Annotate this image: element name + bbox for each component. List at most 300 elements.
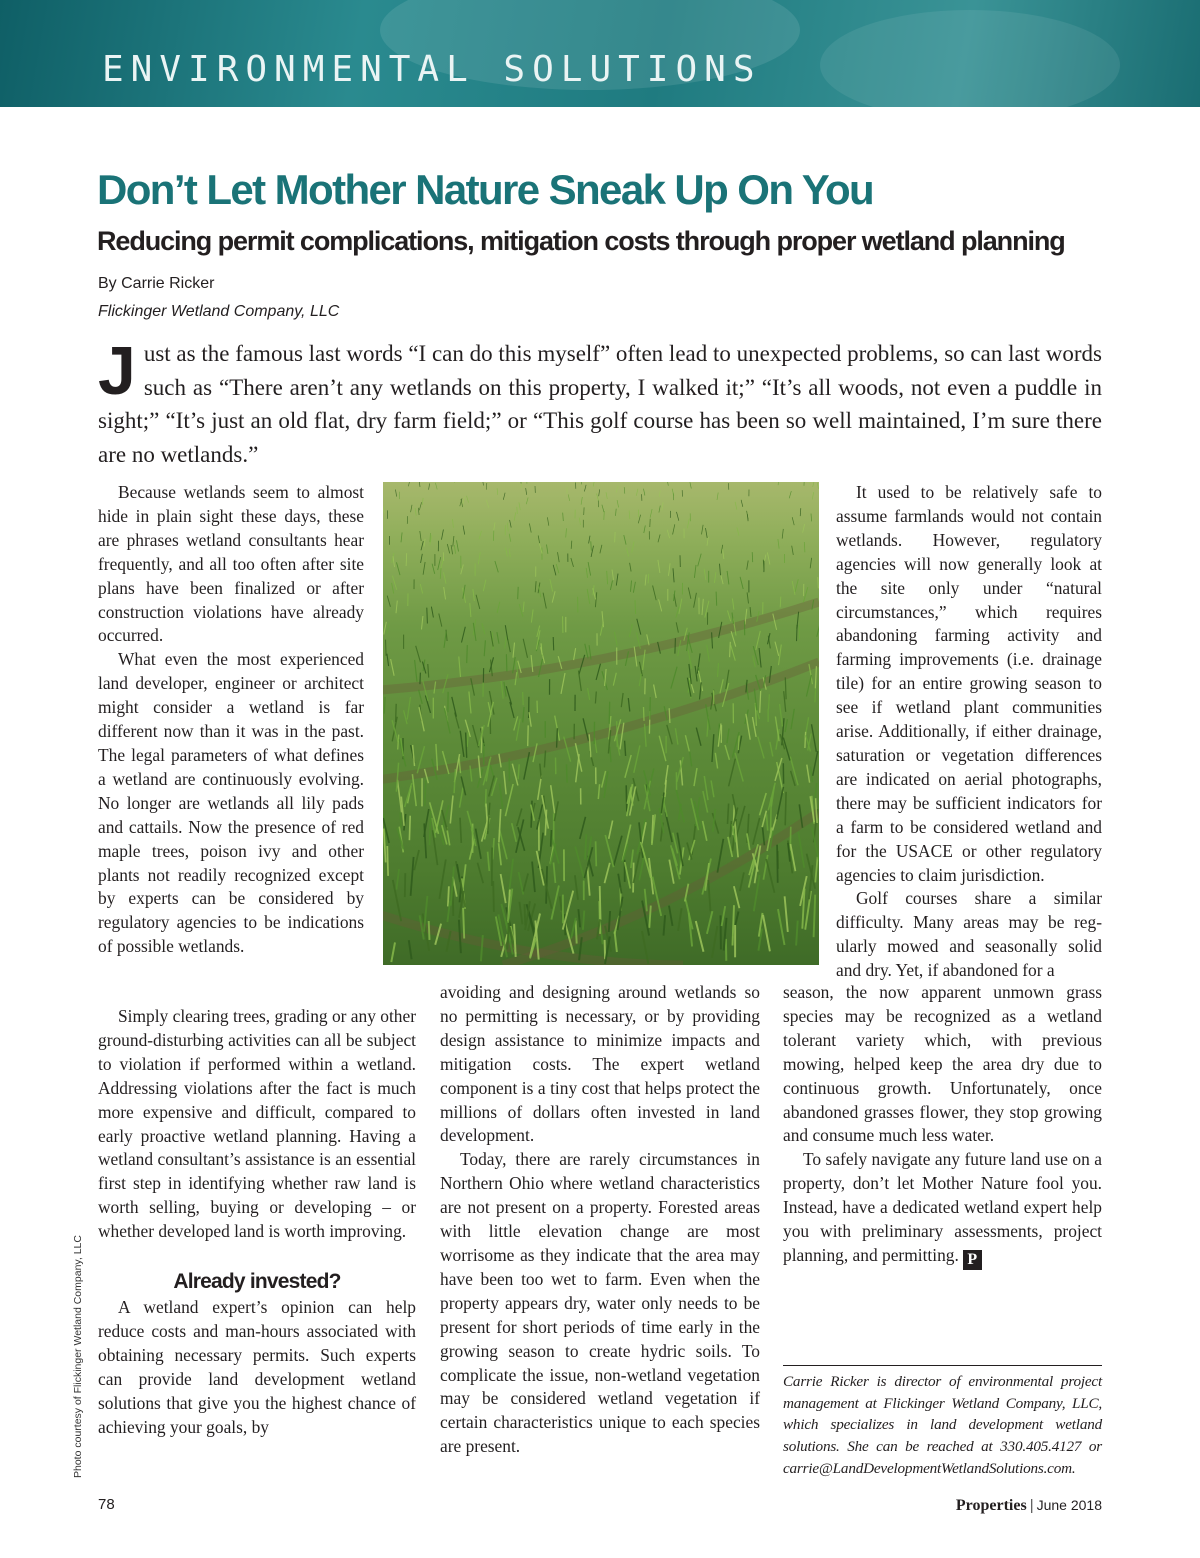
grass-blade [770,742,773,757]
grass-blade [712,734,714,762]
grass-blade [587,589,590,604]
grass-blade [797,625,798,641]
byline: By Carrie Ricker [98,275,215,292]
grass-blade [404,710,408,724]
grass-blade [679,599,682,614]
grass-blade [616,509,617,516]
grass-blade [547,517,548,525]
grass-blade [506,548,508,557]
grass-blade [614,632,617,646]
grass-blade [447,544,449,553]
grass-blade [817,483,818,489]
grass-blade [517,507,518,514]
grass-blade [813,751,818,776]
grass-blade [460,818,461,843]
grass-blade [423,562,425,575]
grass-blade [762,811,766,828]
grass-blade [512,764,518,786]
grass-blade [398,735,399,750]
grass-blade [633,863,634,893]
grass-blade [486,500,488,508]
grass-blade [659,736,666,762]
grass-blade [654,685,657,699]
grass-blade [707,537,708,546]
grass-blade [531,609,533,622]
grass-blade [557,728,558,747]
grass-blade [409,816,410,841]
grass-blade [734,886,740,908]
grass-blade [737,527,739,535]
grass-blade [483,482,484,486]
grass-blade [483,580,486,592]
grass-blade [723,549,724,559]
grass-blade [425,696,430,713]
grass-blade [551,830,552,847]
grass-blade [672,489,674,496]
grass-blade [792,546,794,555]
grass-blade [814,895,816,938]
grass-blade [405,873,406,897]
grass-blade [609,702,610,724]
grass-blade [642,931,648,964]
grass-blade [675,728,678,744]
grass-blade [702,525,704,535]
grass-blade [644,489,645,496]
grass-blade [810,482,811,485]
grass-blade [729,759,736,787]
grass-blade [476,595,480,609]
grass-blade [499,843,502,865]
grass-blade [605,863,610,883]
grass-blade [551,785,555,813]
grass-blade [396,490,397,497]
grass-blade [558,552,560,562]
grass-blade [624,535,626,545]
grass-blade [457,540,459,551]
grass-blade [460,788,464,808]
grass-blade [553,637,554,650]
grass-blade [695,666,697,682]
grass-blade [780,597,781,608]
grass-blade [419,690,423,704]
grass-field-photo [383,482,819,965]
grass-blade [777,845,778,883]
grass-blade [494,522,495,530]
grass-blade [424,809,429,837]
grass-blade [805,732,806,748]
grass-blade [706,528,708,538]
grass-blade [420,673,421,685]
grass-blade [718,663,719,677]
grass-blade [669,860,674,884]
grass-blade [583,911,584,930]
grass-blade [700,682,702,699]
grass-blade [795,579,798,591]
grass-blade [463,908,464,939]
grass-blade [775,642,779,656]
grass-blade [667,482,668,486]
grass-blade [547,545,548,554]
grass-blade [452,697,457,717]
grass-blade [571,558,574,567]
grass-blade [568,494,570,501]
grass-blade [479,531,482,539]
grass-blade [716,592,717,606]
grass-blade [580,817,586,839]
grass-blade [574,648,576,660]
grass-blade [384,697,385,714]
grass-blade [609,911,610,932]
grass-blade [721,545,723,554]
grass-blade [466,733,467,758]
grass-blade [725,745,729,760]
grass-blade [629,511,630,519]
grass-blade [425,780,426,805]
body-paragraph: It used to be relatively safe to assume farmlands would not contain wetlands. However, regulatory agencies will now generally look at the site only under “natural circumstances,” which requires abandoning farming activity and farming improvements (i.e. drainage tile) for an entire growing season to see if wetland plant communities arise. Additionally, if either drainage, saturation or vegetation differences are indicated on aerial photographs, there may be sufficient indicators for a farm to be considered wetland and for the USACE or other regulatory agencies to claim jurisdiction. [836,482,1102,885]
drop-cap: J [98,333,136,409]
grass-blade [730,642,731,657]
grass-blade [740,577,743,589]
body-paragraph: What even the most experienced land developer, engineer or architect might consider a wetland is far different now than it was in the past. The legal parameters of what defines a wetland are continuously evolving. No longer are wetlands all lily pads and cattails. Now the presence of red maple trees, poison ivy and other plants not readily recognized except by experts can be considered by regulatory agencies to be indications of possible wetlands. [98,649,364,957]
grass-blade [635,600,636,614]
grass-blade [637,619,641,635]
grass-blade [785,719,787,732]
body-paragraph: Today, there are rarely circumstances in Northern Ohio where wetland characteristics are not present on a property. Forested areas with little elevation change are most worrisome as they indicate that the area may have been too wet to farm. Even when the property appears dry, water only needs to be present for short periods of time early in the growing season to create hydric soils. To complicate the issue, non-wetland vegetation may be considered wetland vegetation if certain characteristics unique to each species are present. [440,1149,760,1457]
grass-blade [463,526,465,535]
grass-blade [387,846,388,876]
grass-blade [785,677,786,699]
grass-blade [780,704,783,727]
grass-blade [807,765,810,783]
grass-blade [645,724,647,747]
grass-blade [391,659,395,676]
grass-blade [517,809,522,827]
grass-blade [804,542,805,552]
grass-blade [429,483,430,489]
body-paragraph: avoiding and designing around wetlands so no permitting is necessary, or by providing design assistance to minimize impacts and mitigation costs. The expert wetland component is a tiny cost that helps protect the millions of dollars often invested in land development. [440,982,760,1146]
grass-blade [424,539,425,547]
grass-blade [707,645,710,662]
grass-blade [523,639,527,658]
grass-blade [741,500,743,507]
grass-blade [650,697,651,720]
grass-blade [815,857,817,883]
grass-blade [621,693,623,707]
grass-blade [493,881,494,912]
grass-blade [508,640,511,653]
grass-blade [698,554,702,567]
grass-blade [567,764,568,782]
grass-blade [602,505,604,512]
column-1-top [98,481,364,959]
grass-blade [613,673,616,686]
grass-blade [397,780,401,813]
grass-blade [450,796,453,824]
grass-blade [579,671,582,691]
grass-blade [636,489,638,496]
grass-blade [387,623,390,634]
grass-blade [509,549,510,558]
grass-blade [419,502,421,510]
grass-blade [463,497,465,504]
grass-blade [690,752,692,767]
grass-blade [722,906,726,926]
grass-blade [419,482,420,487]
grass-blade [540,764,541,779]
grass-blade [514,716,518,730]
grass-blade [616,486,618,493]
grass-blade [812,724,817,752]
grass-blade [387,596,390,607]
grass-blade [639,674,641,686]
grass-blade [775,758,782,781]
grass-blade [690,482,691,488]
grass-blade [563,891,574,930]
grass-blade [747,592,748,603]
grass-blade [676,622,678,632]
grass-blade [731,631,736,646]
grass-blade [711,781,714,798]
grass-blade [815,783,817,800]
grass-blade [669,708,670,723]
grass-blade [800,508,801,516]
grass-blade [752,552,753,562]
grass-blade [432,564,435,574]
grass-blade [636,633,640,649]
article-headline: Don’t Let Mother Nature Sneak Up On You [97,166,874,213]
grass-blade [473,725,479,748]
grass-blade [615,932,617,952]
grass-blade [561,673,565,694]
grass-blade [504,771,506,794]
grass-blade [538,776,542,800]
grass-blade [778,482,779,485]
grass-blade [753,656,756,668]
grass-blade [644,525,646,533]
grass-blade [694,565,696,578]
grass-blade [650,509,652,518]
grass-blade [756,631,761,650]
grass-blade [563,513,564,521]
grass-blade [703,821,707,841]
grass-blade [676,607,679,618]
grass-blade [535,581,536,592]
grass-blade [503,493,505,500]
grass-blade [550,579,553,591]
grass-blade [727,729,729,744]
grass-blade [785,792,786,826]
grass-blade [810,558,811,569]
grass-blade [523,707,524,722]
grass-blade [453,519,454,528]
grass-blade [415,508,416,516]
grass-blade [416,646,421,663]
grass-blade [612,570,614,580]
grass-blade [529,712,531,727]
grass-blade [767,552,770,564]
grass-blade [586,568,587,578]
grass-blade [504,682,506,697]
grass-blade [602,771,606,788]
grass-blade [758,737,764,759]
grass-blade [694,768,697,786]
grass-blade [455,713,459,729]
grass-blade [519,502,520,510]
grass-blade [462,627,466,643]
grass-blade [400,812,401,828]
grass-blade [439,860,445,899]
grass-blade [581,482,582,484]
grass-blade [451,545,453,554]
grass-blade [473,589,474,601]
grass-blade [731,645,736,661]
column-1-bottom [98,1005,416,1440]
grass-blade [442,530,444,540]
grass-blade [430,811,431,845]
grass-blade [766,859,774,893]
grass-blade [420,584,422,594]
grass-blade [605,835,613,867]
grass-blade [792,517,794,525]
grass-blade [769,694,770,709]
grass-blade [616,574,618,586]
grass-blade [688,588,691,599]
grass-blade [587,866,589,896]
grass-blade [526,498,528,505]
grass-blade [644,707,645,721]
footer-publication [956,1495,1102,1516]
grass-blade [505,784,513,816]
grass-blade [771,798,772,832]
grass-blade [631,581,632,592]
grass-blade [817,622,819,637]
grass-blade [610,581,612,591]
grass-blade [629,624,632,637]
grass-blade [401,532,402,542]
grass-blade [488,852,490,871]
lede-text: ust as the famous last words “I can do this myself” often lead to unexpected problems, so can last words such as “There aren’t any wetlands on this property, I walked it;” “It’s all woods, not even a puddle in sight;” “It’s just an old flat, dry farm field;” or “This golf course has been so well maintained, I’m sure there are no wetlands.” [98,341,1102,467]
grass-blade [519,604,523,617]
grass-blade [518,764,519,779]
grass-blade [386,640,387,656]
grass-blade [478,863,484,884]
grass-blade [488,803,490,834]
author-bio: Carrie Ricker is director of environmental project management at Flickinger Wetland Company, LLC, which specializes in land development wetland solutions. She can be reached at 330.405.4127 or carrie@LandDevelopmentWetlandSolutions.com. [783,1373,1102,1477]
grass-blade [581,497,582,505]
grass-blade [566,528,567,537]
subsection-heading: Already invested? [173,1270,341,1294]
grass-blade [461,499,463,507]
grass-blade [419,707,424,731]
grass-blade [728,611,731,622]
body-paragraph: Golf courses share a similar difficulty. Many areas may be regularly mowed and seasonally solid and dry. Yet, if abandoned for a [836,888,1102,981]
grass-blade [653,586,657,601]
grass-blade [811,767,813,783]
grass-blade [610,747,611,763]
grass-blade [454,545,455,554]
grass-blade [634,745,640,772]
grass-blade [396,704,397,722]
grass-blade [421,541,423,550]
grass-blade [753,818,760,845]
grass-blade [687,519,689,529]
grass-blade [444,572,447,583]
grass-blade [397,562,401,575]
grass-blade [728,837,732,857]
grass-blade [777,787,784,820]
grass-blade [792,581,795,595]
grass-blade [678,908,682,931]
grass-blade [673,833,678,854]
grass-blade [478,552,480,564]
grass-blade [406,553,407,566]
grass-blade [467,733,468,747]
column-3-top [836,481,1102,983]
grass-blade [778,909,785,945]
grass-blade [415,660,417,682]
grass-blade [595,592,596,607]
grass-blade [598,784,599,799]
grass-blade [467,645,468,663]
grass-blade [585,644,588,659]
grass-blade [420,531,421,541]
grass-blade [696,921,704,952]
grass-blade [528,725,529,746]
grass-blade [523,602,524,612]
grass-blade [813,482,815,487]
grass-blade [764,555,766,563]
grass-blade [732,598,734,609]
grass-blade [510,520,512,528]
grass-blade [575,847,584,880]
grass-blade [396,869,399,890]
grass-blade [414,850,419,870]
grass-blade [728,804,729,824]
bio-divider [783,1365,1102,1366]
grass-blade [738,736,739,751]
body-paragraph: Simply clearing trees, grading or any other ground-disturbing activities can all be subject to violation if performed within a wetland. Addressing violations after the fact is much more expensive and difficult, compared to early proactive wetland planning. Having a wetland consultant’s assistance is an essential first step in identifying whether raw land is worth selling, buying or developing – or whether developed land is worth improving. [98,1006,416,1242]
grass-blade [614,836,622,866]
grass-blade [750,607,751,617]
grass-blade [730,821,731,837]
grass-blade [624,487,625,494]
grass-blade [497,632,499,644]
end-mark-icon: P [963,1250,982,1270]
grass-blade [607,571,608,584]
column-2 [440,981,760,1459]
page-number: 78 [98,1496,115,1513]
grass-blade [599,489,600,496]
issue-date: June 2018 [1036,1497,1102,1513]
grass-blade [411,857,414,896]
closing-text: To safely navigate any future land use on a property, don’t let Mother Nature fool you. Instead, have a dedicated wetland expert help you with preliminary assessments, project planning, and permitting. [783,1149,1102,1265]
grass-blade [532,862,535,893]
grass-blade [526,488,527,495]
grass-blade [392,583,394,594]
photo-credit: Photo courtesy of Flickinger Wetland Company, LLC [72,1235,84,1478]
grass-blade [383,506,385,514]
grass-blade [633,582,635,593]
grass-blade [513,643,515,658]
grass-blade [435,483,437,490]
grass-blade [552,591,555,602]
grass-blade [579,518,580,526]
grass-blade [518,587,519,599]
grass-blade [387,654,389,666]
grass-blade [499,809,501,842]
grass-blade [659,599,662,611]
grass-blade [453,536,454,547]
